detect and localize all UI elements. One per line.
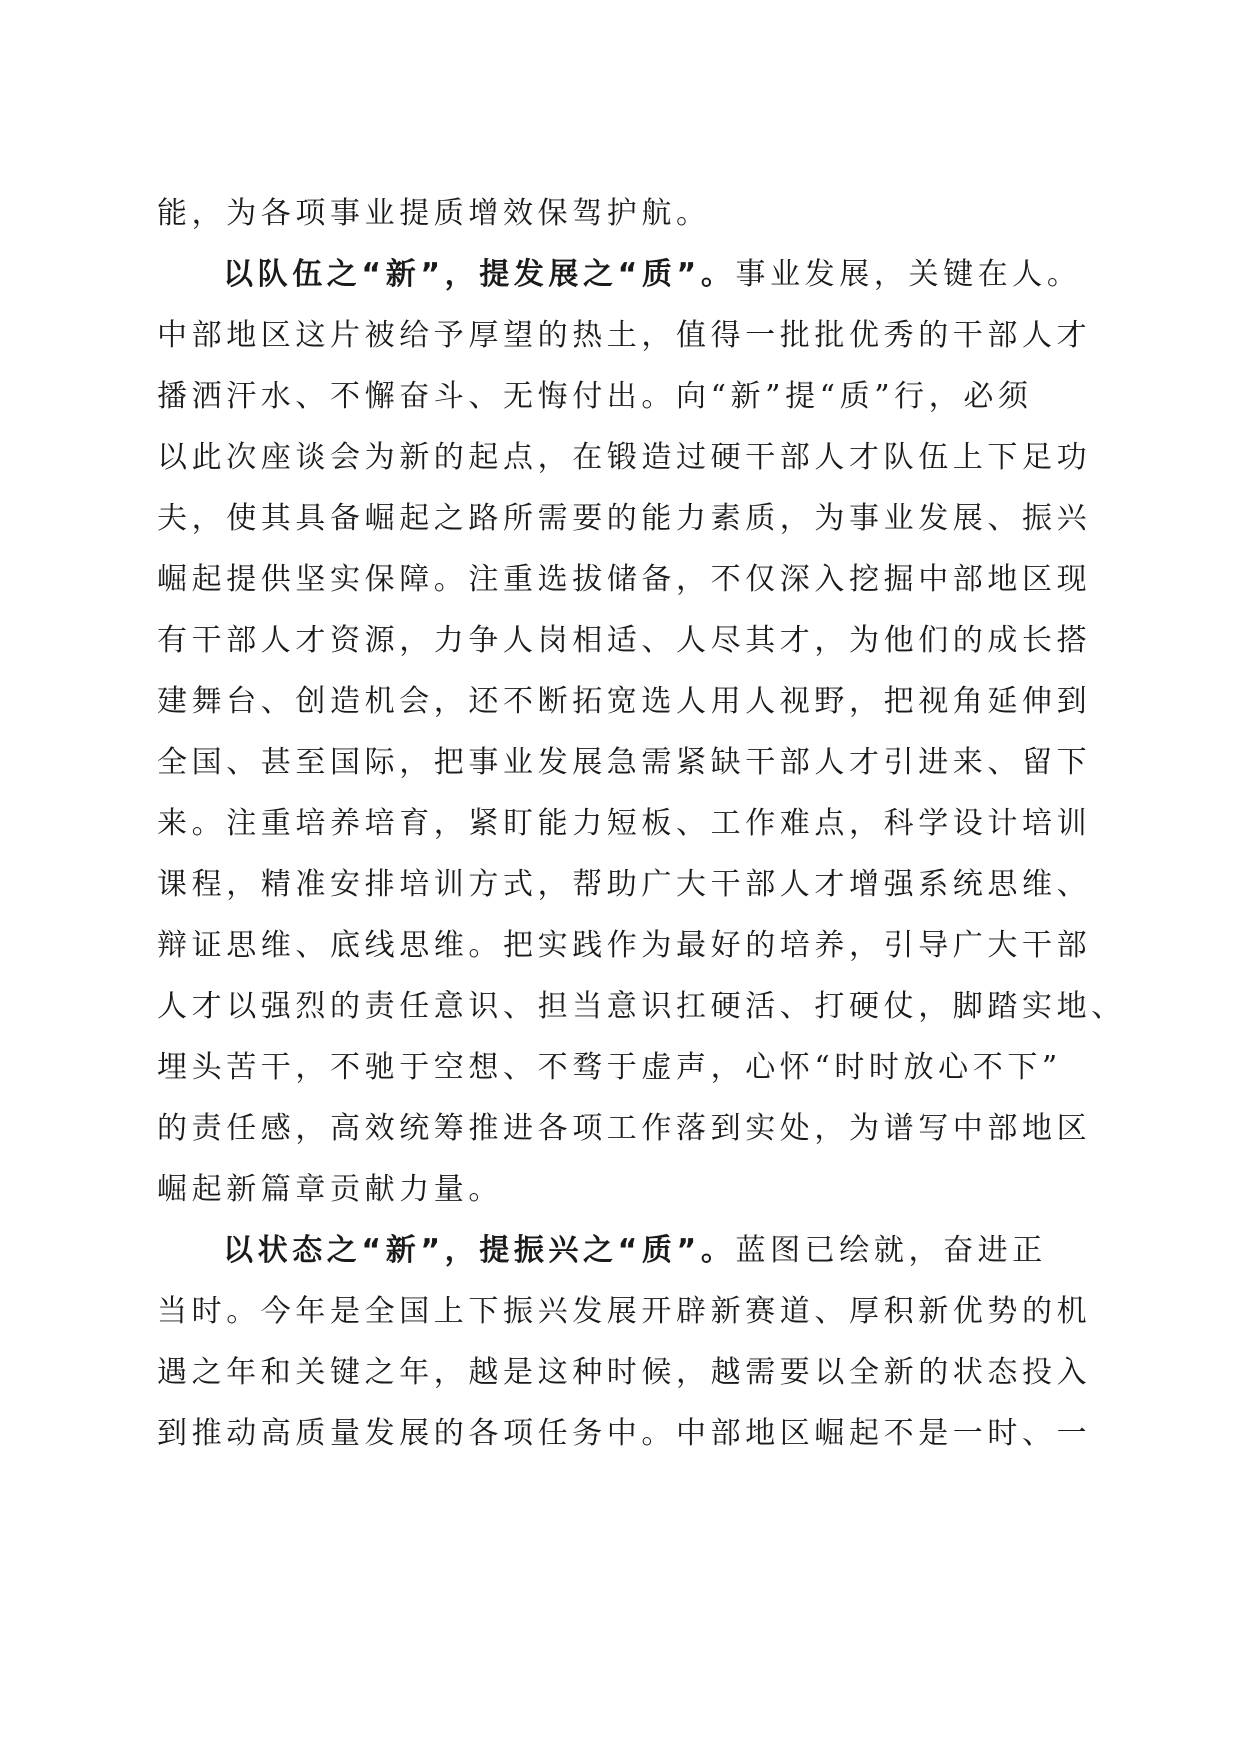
text-line: 播洒汗水、不懈奋斗、无悔付出。向“新”提“质”行，必须 — [157, 379, 1033, 414]
paragraph-heading: 以状态之“新”，提振兴之“质”。 — [223, 1233, 736, 1268]
text-line: 当时。今年是全国上下振兴发展开辟新赛道、厚积新优势的机 — [157, 1294, 1092, 1329]
text-line: 来。注重培养培育，紧盯能力短板、工作难点，科学设计培训 — [157, 806, 1092, 841]
document-body — [157, 183, 1126, 1464]
text-line: 崛起新篇章贡献力量。 — [157, 1172, 503, 1207]
text-line: 人才以强烈的责任意识、担当意识扛硬活、打硬仗，脚踏实地、 — [157, 989, 1126, 1024]
text-line: 建舞台、创造机会，还不断拓宽选人用人视野，把视角延伸到 — [157, 684, 1092, 719]
text-run: 蓝图已绘就，奋进正 — [735, 1233, 1047, 1268]
text-line: 遇之年和关键之年，越是这种时候，越需要以全新的状态投入 — [157, 1355, 1092, 1390]
text-line: 到推动高质量发展的各项任务中。中部地区崛起不是一时、一 — [157, 1416, 1092, 1451]
text-line: 埋头苦干，不驰于空想、不骛于虚声，心怀“时时放心不下” — [157, 1050, 1062, 1085]
paragraph-2-first-line — [157, 244, 1097, 305]
text-line: 以此次座谈会为新的起点，在锻造过硬干部人才队伍上下足功 — [157, 440, 1092, 475]
text-run: 事业发展，关键在人。 — [735, 257, 1082, 292]
text-line: 课程，精准安排培训方式，帮助广大干部人才增强系统思维、 — [157, 867, 1092, 902]
text-line: 有干部人才资源，力争人岗相适、人尽其才，为他们的成长搭 — [157, 623, 1092, 658]
text-line: 能，为各项事业提质增效保驾护航。 — [157, 196, 711, 231]
paragraph-heading: 以队伍之“新”，提发展之“质”。 — [223, 257, 736, 292]
text-line: 夫，使其具备崛起之路所需要的能力素质，为事业发展、振兴 — [157, 501, 1092, 536]
text-line: 崛起提供坚实保障。注重选拔储备，不仅深入挖掘中部地区现 — [157, 562, 1092, 597]
text-line: 辩证思维、底线思维。把实践作为最好的培养，引导广大干部 — [157, 928, 1092, 963]
text-line: 全国、甚至国际，把事业发展急需紧缺干部人才引进来、留下 — [157, 745, 1092, 780]
paragraph-3-first-line — [157, 1220, 1097, 1281]
text-line: 中部地区这片被给予厚望的热土，值得一批批优秀的干部人才 — [157, 318, 1092, 353]
text-line: 的责任感，高效统筹推进各项工作落到实处，为谱写中部地区 — [157, 1111, 1092, 1146]
